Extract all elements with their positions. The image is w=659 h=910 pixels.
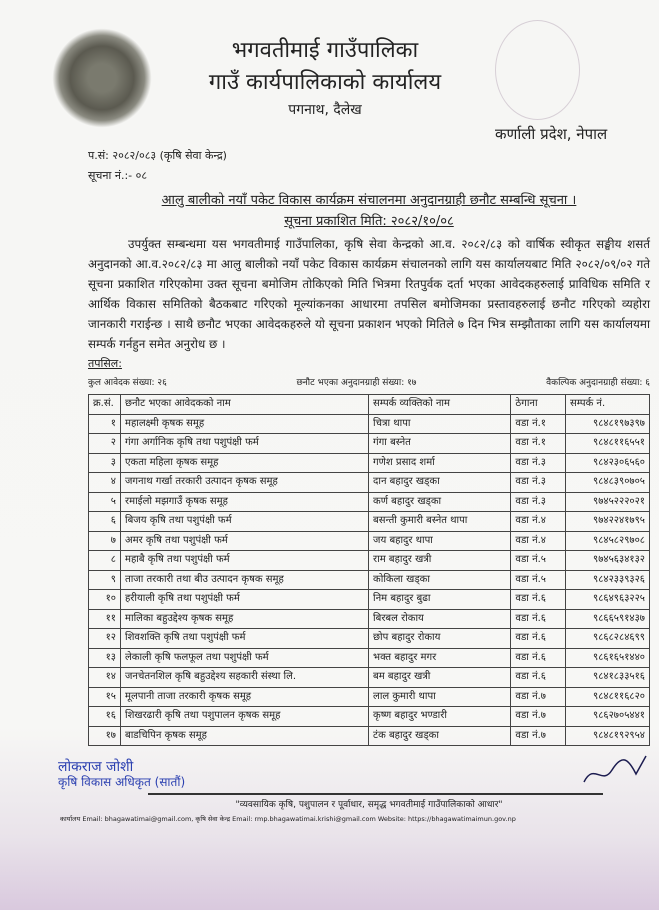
cell-sn: १४ — [89, 668, 121, 688]
cell-contact-person: गणेश प्रसाद शर्मा — [369, 453, 511, 473]
cell-address: वडा नं.४ — [511, 512, 566, 532]
cell-sn: १६ — [89, 707, 121, 727]
notice-title: आलु बालीको नयाँ पकेट विकास कार्यक्रम संचालनमा अनुदानग्राही छनौट सम्बन्धि सूचना । — [161, 193, 577, 208]
cell-phone: ९८४१८३३५१६ — [565, 668, 649, 688]
cell-sn: १२ — [89, 629, 121, 649]
table-row — [89, 414, 650, 434]
cell-address: वडा नं.५ — [511, 551, 566, 571]
table-row — [89, 707, 650, 727]
cell-contact-person: बम बहादुर खत्री — [369, 668, 511, 688]
cell-applicant-name: एकता महिला कृषक समूह — [121, 453, 369, 473]
cell-address: वडा नं.६ — [511, 629, 566, 649]
cell-contact-person: लाल कुमारी थापा — [369, 687, 511, 707]
cell-contact-person: बिरबल रोकाय — [369, 609, 511, 629]
table-row — [89, 434, 650, 454]
cell-phone: ९८४२३०६५६० — [565, 453, 649, 473]
table-row — [89, 590, 650, 610]
cell-applicant-name: महाबै कृषि तथा पशुपंक्षी फर्म — [121, 551, 369, 571]
letter-number: प.सं: २०८२/०८३ (कृषि सेवा केन्द्र) — [88, 149, 227, 162]
office-location: पगनाथ, दैलेख — [288, 102, 362, 118]
cell-applicant-name: गंगा अर्गानिक कृषि तथा पशुपंक्षी फर्म — [121, 434, 369, 454]
signature-row — [58, 750, 650, 790]
header-contact-person: सम्पर्क व्यक्तिको नाम — [369, 395, 511, 415]
cell-contact-person: बसन्ती कुमारी बस्नेत थापा — [369, 512, 511, 532]
cell-address: वडा नं.१ — [511, 434, 566, 454]
province: कर्णाली प्रदेश, नेपाल — [495, 125, 608, 143]
cell-address: वडा नं.७ — [511, 687, 566, 707]
alternate-count: वैकल्पिक अनुदानग्राही संख्या: ६ — [546, 378, 650, 388]
cell-contact-person: छोप बहादुर रोकाय — [369, 629, 511, 649]
cell-address: वडा नं.६ — [511, 648, 566, 668]
notice-number: सूचना नं.:- ०८ — [88, 169, 148, 182]
cell-sn: १७ — [89, 726, 121, 746]
cell-address: वडा नं.६ — [511, 590, 566, 610]
cell-phone: ९८६२७०५४४१ — [565, 707, 649, 727]
cell-phone: ९८६८२८४६९९ — [565, 629, 649, 649]
header-address: ठेगाना — [511, 395, 566, 415]
cell-sn: १३ — [89, 648, 121, 668]
cell-applicant-name: शिवशक्ति कृषि तथा पशुपंक्षी फर्म — [121, 629, 369, 649]
cell-phone: ९८४८३९०७०५ — [565, 473, 649, 493]
cell-address: वडा नं.६ — [511, 609, 566, 629]
cell-contact-person: चित्रा थापा — [369, 414, 511, 434]
table-row — [89, 473, 650, 493]
table-row — [89, 570, 650, 590]
footer-divider — [148, 793, 603, 795]
cell-phone: ९८६१६५१४४० — [565, 648, 649, 668]
cell-applicant-name: जनचेतनशिल कृषि बहुउद्देश्य सहकारी संस्था लि. — [121, 668, 369, 688]
officer-stamp — [58, 760, 185, 790]
cell-sn: ७ — [89, 531, 121, 551]
cell-applicant-name: शिखरढारी कृषि तथा पशुपालन कृषक समूह — [121, 707, 369, 727]
selected-count: छनौट भएका अनुदानग्राही संख्या: १७ — [296, 378, 417, 388]
cell-contact-person: भक्त बहादुर मगर — [369, 648, 511, 668]
footer-contact: कार्यालय Email: bhagawatimai@gmail.com, कृषि सेवा केन्द्र Email: rmp.bhagawatimai.krishi@gmail.com Website: https://bhagawatimaimun.gov.np — [60, 815, 516, 823]
cell-contact-person: कृष्ण बहादुर भण्डारी — [369, 707, 511, 727]
footer-slogan: "व्यवसायिक कृषि, पशुपालन र पूर्वाधार, समृद्ध भगवतीमाई गाउँपालिकाको आधार" — [235, 800, 503, 810]
tapsil-label: तपसिल: — [88, 357, 122, 370]
cell-address: वडा नं.१ — [511, 414, 566, 434]
table-row — [89, 531, 650, 551]
cell-contact-person: टंक बहादुर खड्का — [369, 726, 511, 746]
cell-address: वडा नं.७ — [511, 726, 566, 746]
cell-applicant-name: मूलपानी ताजा तरकारी कृषक समूह — [121, 687, 369, 707]
header-phone: सम्पर्क नं. — [565, 395, 649, 415]
cell-phone: ९८४५८२९७०८ — [565, 531, 649, 551]
total-applicants: कुल आवेदक संख्या: २६ — [88, 378, 167, 388]
table-row — [89, 551, 650, 571]
cell-applicant-name: अमर कृषि तथा पशुपंक्षी फर्म — [121, 531, 369, 551]
cell-contact-person: दान बहादुर खड्का — [369, 473, 511, 493]
notice-content — [58, 146, 650, 824]
cell-contact-person: निम बहादुर बुढा — [369, 590, 511, 610]
cell-sn: ९ — [89, 570, 121, 590]
officer-title: कृषि विकास अधिकृत (सातौं) — [58, 775, 186, 789]
table-header-row — [89, 395, 650, 415]
cell-sn: ४ — [89, 473, 121, 493]
cell-address: वडा नं.७ — [511, 707, 566, 727]
cell-phone: ९८४८११६५५१ — [565, 434, 649, 454]
office-name: गाउँ कार्यपालिकाको कार्यालय — [208, 70, 442, 95]
cell-applicant-name: बाडचिपिन कृषक समूह — [121, 726, 369, 746]
cell-applicant-name: रमाईलो मझगाउँ कृषक समूह — [121, 492, 369, 512]
cell-applicant-name: हरीयाली कृषि तथा पशुपंक्षी फर्म — [121, 590, 369, 610]
cell-phone: ९७४५६३४१३२ — [565, 551, 649, 571]
cell-sn: १ — [89, 414, 121, 434]
table-row — [89, 453, 650, 473]
header-sn: क्र.सं. — [89, 395, 121, 415]
cell-sn: ८ — [89, 551, 121, 571]
cell-address: वडा नं.६ — [511, 668, 566, 688]
applicant-summary — [88, 376, 650, 390]
cell-applicant-name: जगनाथ गर्खा तरकारी उत्पादन कृषक समूह — [121, 473, 369, 493]
cell-address: वडा नं.३ — [511, 453, 566, 473]
cell-sn: ५ — [89, 492, 121, 512]
cell-phone: ९८४८१९२९५४ — [565, 726, 649, 746]
table-row — [89, 687, 650, 707]
table-row — [89, 492, 650, 512]
cell-phone: ९८६६५९१४३७ — [565, 609, 649, 629]
cell-sn: ११ — [89, 609, 121, 629]
cell-applicant-name: लेकाली कृषि फलफूल तथा पशुपंक्षी फर्म — [121, 648, 369, 668]
nepal-emblem-icon — [52, 28, 152, 128]
header-applicant: छनौट भएका आवेदकको नाम — [121, 395, 369, 415]
table-row — [89, 609, 650, 629]
org-name: भगवतीमाई गाउँपालिका — [231, 38, 419, 63]
cell-address: वडा नं.५ — [511, 570, 566, 590]
cell-address: वडा नं.३ — [511, 492, 566, 512]
cell-contact-person: कोकिला खड्का — [369, 570, 511, 590]
selected-grantees-table — [88, 394, 650, 746]
cell-address: वडा नं.४ — [511, 531, 566, 551]
cell-sn: १५ — [89, 687, 121, 707]
notice-body: उपर्युक्त सम्बन्धमा यस भगवतीमाई गाउँपालिका, कृषि सेवा केन्द्रको आ.व. २०८२/८३ को वार्षिक स्वीकृत सङ्घीय शसर्त अनुदानको आ.व.२०८२/८३ मा आलु बालीको नयाँ पकेट विकास कार्यक्रम संचालनको लागि यस कार्यालयबाट मिति २०८२/०९/०२ गते सूचना प्रकाशित गरिएकोमा उक्त सूचना बमोजिम तोकिएको मिति भित्रमा रितपुर्वक दर्ता भएका आवेदकहरुलाई प्राविधिक समिति र आर्थिक विकास समितिको बैठकबाट गरिएको मूल्यांकनका आधारमा तपसिल बमोजिमका प्रस्तावहरुलाई छनौट गरिएको व्यहोरा जानकारी गराईन्छ । साथै छनौट भएका आवेदकहरुले यो सूचना प्रकाशन भएको मितिले ७ दिन भित्र सम्झौताका लागि यस कार्यालयमा सम्पर्क गर्नहुन समेत अनुरोध छ । — [88, 237, 650, 351]
cell-applicant-name: बिजय कृषि तथा पशुपंक्षी फर्म — [121, 512, 369, 532]
published-date: सूचना प्रकाशित मिति: २०८२/१०/०८ — [284, 214, 454, 229]
cell-contact-person: जय बहादुर थापा — [369, 531, 511, 551]
officer-name: लोकराज जोशी — [58, 759, 134, 775]
office-seal — [495, 20, 580, 120]
cell-phone: ९८६४९६३२२५ — [565, 590, 649, 610]
cell-sn: १० — [89, 590, 121, 610]
signature-icon — [580, 752, 650, 790]
table-row — [89, 668, 650, 688]
cell-sn: ३ — [89, 453, 121, 473]
cell-sn: ६ — [89, 512, 121, 532]
cell-contact-person: गंगा बस्नेत — [369, 434, 511, 454]
table-row — [89, 629, 650, 649]
table-row — [89, 512, 650, 532]
cell-applicant-name: महालक्ष्मी कृषक समूह — [121, 414, 369, 434]
table-row — [89, 726, 650, 746]
cell-phone: ९७४५२२२०२१ — [565, 492, 649, 512]
cell-phone: ९७४२२४१७९५ — [565, 512, 649, 532]
cell-address: वडा नं.३ — [511, 473, 566, 493]
cell-contact-person: कर्ण बहादुर खड्का — [369, 492, 511, 512]
cell-phone: ९८४२३३९३२६ — [565, 570, 649, 590]
cell-phone: ९८४८११६८२० — [565, 687, 649, 707]
cell-applicant-name: मालिका बहुउद्देश्य कृषक समूह — [121, 609, 369, 629]
cell-contact-person: राम बहादुर खत्री — [369, 551, 511, 571]
cell-applicant-name: ताजा तरकारी तथा बीउ उत्पादन कृषक समूह — [121, 570, 369, 590]
cell-sn: २ — [89, 434, 121, 454]
table-row — [89, 648, 650, 668]
cell-phone: ९८४८१९७३९७ — [565, 414, 649, 434]
